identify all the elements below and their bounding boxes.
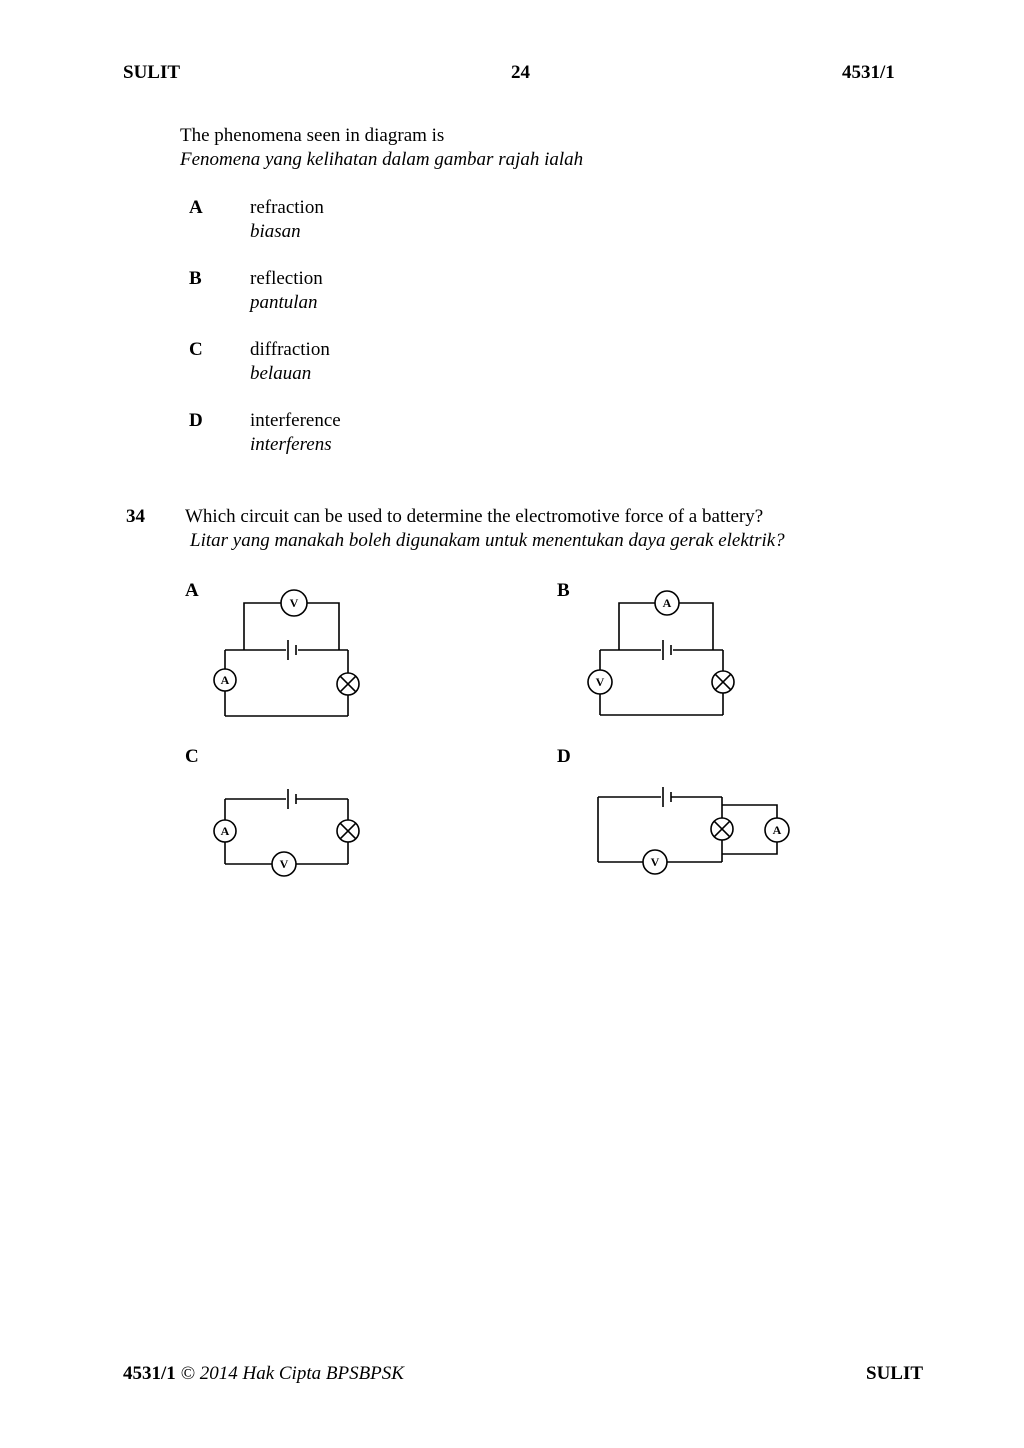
header-sulit: SULIT xyxy=(123,62,181,83)
q33-option-a-letter[interactable]: A xyxy=(189,197,203,218)
q33-option-b-en: reflection xyxy=(250,268,323,289)
footer-copyright-text: © 2014 Hak Cipta BPSBPSK xyxy=(180,1363,404,1384)
q33-stem-ms: Fenomena yang kelihatan dalam gambar rajah ialah xyxy=(180,149,584,170)
q34-number: 34 xyxy=(126,506,145,527)
q34-stem-ms: Litar yang manakah boleh digunakam untuk menentukan daya gerak elektrik? xyxy=(190,530,785,551)
circuit-a-wires xyxy=(225,603,348,716)
circuit-c-ammeter xyxy=(214,820,236,842)
circuit-b-diagram xyxy=(575,585,750,725)
circuit-d-bulb-symbol xyxy=(711,818,733,840)
svg-text:A: A xyxy=(662,596,672,610)
q34-option-a-letter[interactable]: A xyxy=(185,580,199,601)
svg-text:V: V xyxy=(289,596,299,610)
circuit-b-bulb-symbol xyxy=(712,671,734,693)
circuit-a-battery-symbol xyxy=(288,640,296,660)
q34-option-d-letter[interactable]: D xyxy=(557,746,571,767)
q33-option-a-en: refraction xyxy=(250,197,324,218)
q34-option-c-letter[interactable]: C xyxy=(185,746,199,767)
circuit-a-ammeter xyxy=(214,669,236,691)
circuit-c-diagram xyxy=(200,780,375,885)
circuit-d-battery-symbol xyxy=(663,787,671,807)
paper-code: 4531/1 xyxy=(842,62,895,83)
circuit-d-ammeter xyxy=(765,818,789,842)
q33-option-d-letter[interactable]: D xyxy=(189,410,203,431)
circuit-c-voltmeter xyxy=(272,852,296,876)
svg-text:A: A xyxy=(220,824,230,838)
circuit-a-diagram xyxy=(200,585,375,725)
q34-option-b-letter[interactable]: B xyxy=(557,580,570,601)
svg-text:V: V xyxy=(650,855,660,869)
circuit-b-ammeter xyxy=(655,591,679,615)
circuit-d-voltmeter xyxy=(643,850,667,874)
q33-option-c-en: diffraction xyxy=(250,339,330,360)
circuit-b-battery-symbol xyxy=(663,640,671,660)
svg-text:A: A xyxy=(772,823,782,837)
q33-option-a-ms: biasan xyxy=(250,221,301,242)
svg-text:V: V xyxy=(279,857,289,871)
q33-option-b-ms: pantulan xyxy=(250,292,318,313)
q34-stem-en: Which circuit can be used to determine the electromotive force of a battery? xyxy=(185,506,764,527)
q33-option-d-ms: interferens xyxy=(250,434,332,455)
q33-option-c-letter[interactable]: C xyxy=(189,339,203,360)
circuit-d-diagram xyxy=(575,780,805,885)
svg-text:A: A xyxy=(220,673,230,687)
footer-copyright xyxy=(123,1363,404,1385)
circuit-b-wires xyxy=(600,603,723,715)
q33-option-c-ms: belauan xyxy=(250,363,312,384)
footer-sulit: SULIT xyxy=(866,1363,924,1384)
circuit-d-wires xyxy=(598,797,777,862)
circuit-b-voltmeter xyxy=(588,670,612,694)
q33-option-b-letter[interactable]: B xyxy=(189,268,202,289)
svg-text:V: V xyxy=(595,675,605,689)
circuit-c-bulb-symbol xyxy=(337,820,359,842)
q33-stem-en: The phenomena seen in diagram is xyxy=(180,125,445,146)
footer-code: 4531/1 xyxy=(123,1363,176,1384)
q33-option-d-en: interference xyxy=(250,410,341,431)
circuit-c-battery-symbol xyxy=(288,789,296,809)
circuit-a-voltmeter xyxy=(281,590,307,616)
page-number: 24 xyxy=(511,62,530,83)
circuit-a-bulb-symbol xyxy=(337,673,359,695)
